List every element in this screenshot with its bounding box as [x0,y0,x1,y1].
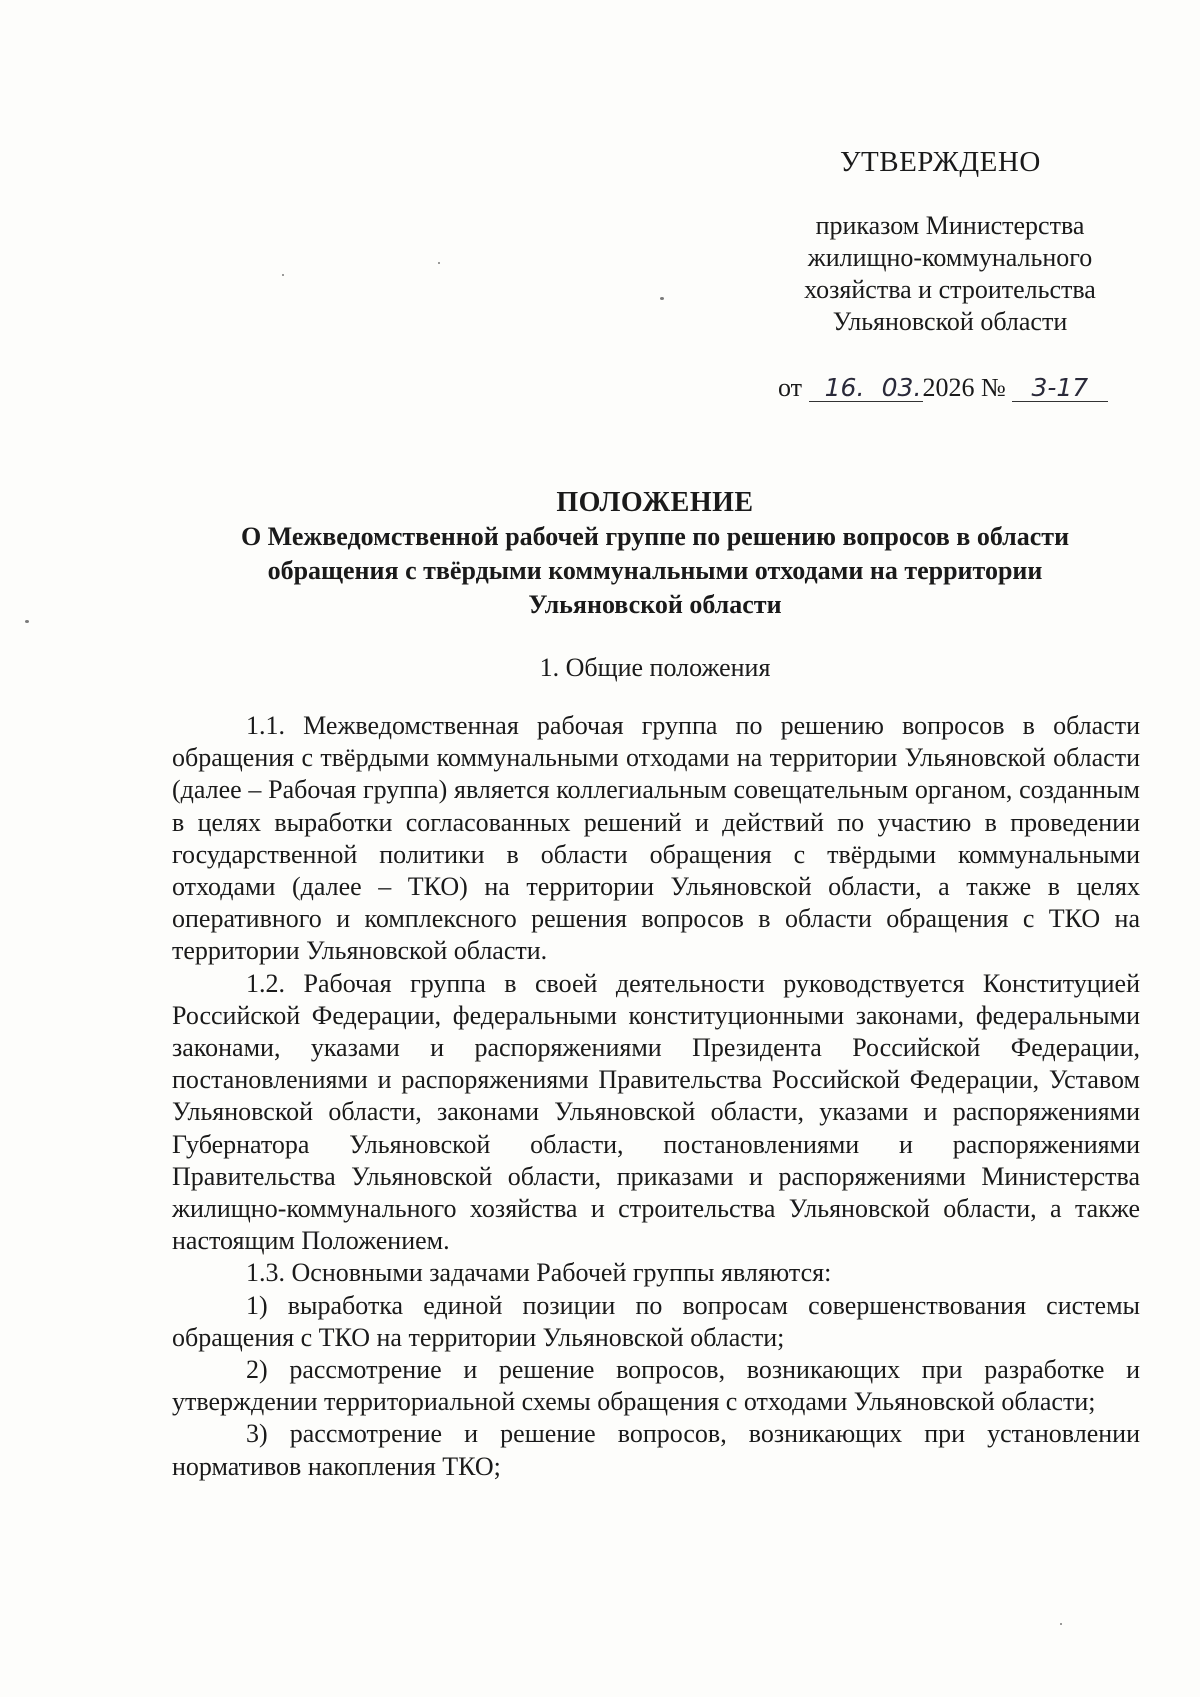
order-line: Ульяновской области [832,307,1068,336]
title-line: О Межведомственной рабочей группе по решению вопросов в области [240,522,1070,551]
scan-speck [282,274,284,276]
title-line: обращения с твёрдыми коммунальными отходами на территории [267,556,1043,585]
paragraph: 3) рассмотрение и решение вопросов, возникающих при установлении нормативов накопления ТКО; [172,1419,1140,1481]
section-heading: 1. Общие положения [539,653,771,682]
handwritten-order-number: 3-17 [1012,375,1108,402]
document-title [120,486,1190,622]
date-year: 2026 [922,373,975,402]
document-body [172,710,1140,1483]
paragraph: 1.3. Основными задачами Рабочей группы являются: [246,1258,832,1288]
number-sign: № [981,373,1006,402]
scan-speck [25,620,29,623]
scan-speck [1060,1623,1062,1625]
paragraph: 1.2. Рабочая группа в своей деятельности руководствуется Конституцией Российской Федерации, федеральными конституционными законами, федеральными законами, указами и распоряжениями Президента Российской Федерации, постановлениями и распоряжениями Правительства Российской Федерации, Уставом Ульяновской области, законами Ульяновской области, указами и распоряжениями Губернатора Ульяновской области, постановлениями и распоряжениями Правительства Ульяновской области, приказами и распоряжениями Министерства жилищно-коммунального хозяйства и строительства Ульяновской области, а также настоящим Положением. [172,968,1140,1256]
title-main: ПОЛОЖЕНИЕ [556,487,754,518]
order-date-line [778,373,1108,403]
paragraph: 1) выработка единой позиции по вопросам совершенствования системы обращения с ТКО на территории Ульяновской области; [172,1290,1140,1352]
paragraph: 2) рассмотрение и решение вопросов, возникающих при разработке и утверждении территориальной схемы обращения с отходами Ульяновской области; [172,1355,1140,1417]
order-line: хозяйства и строительства [804,275,1096,304]
title-line: Ульяновской области [528,590,782,619]
order-line: жилищно-коммунального [807,243,1093,272]
order-line: приказом Министерства [815,211,1085,240]
date-prefix: от [778,373,803,402]
paragraph: 1.1. Межведомственная рабочая группа по решению вопросов в области обращения с твёрдыми коммунальными отходами на территории Ульяновской области (далее – Рабочая группа) является коллегиальным совещательным органом, созданным в целях выработки согласованных решений и действий по участию в проведении государственной политики в области обращения с твёрдыми коммунальными отходами (далее – ТКО) на территории Ульяновской области, а также в целях оперативного и комплексного решения вопросов в области обращения с ТКО на территории Ульяновской области. [172,711,1140,966]
approved-stamp-heading: УТВЕРЖДЕНО [840,146,1041,178]
approving-order-block [755,210,1145,338]
scan-speck [438,262,440,264]
scan-speck [660,297,664,300]
handwritten-day: 16. [809,375,881,402]
handwritten-month: 03. [881,373,922,402]
